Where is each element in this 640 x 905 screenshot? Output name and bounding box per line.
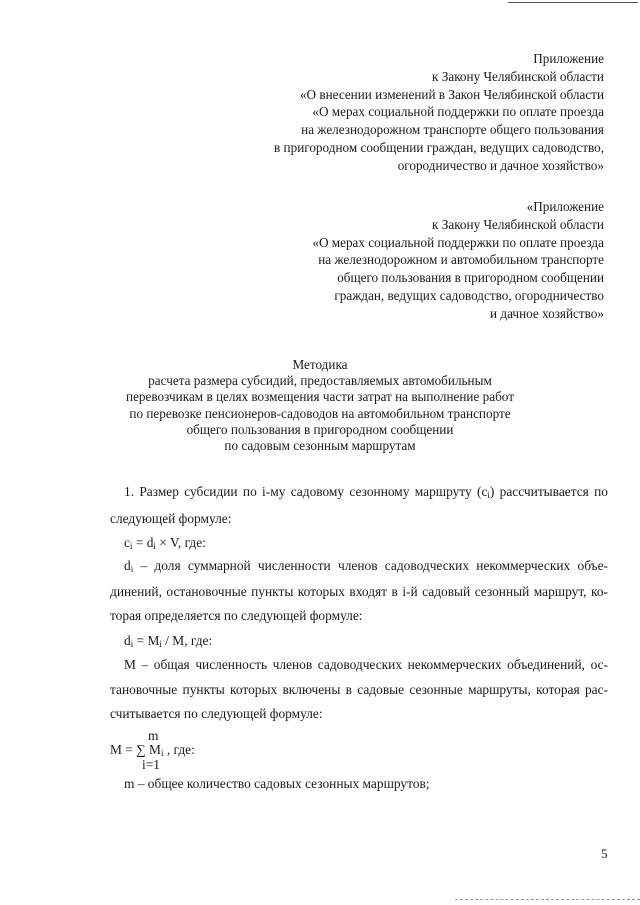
appendix-header-line: к Закону Челябинской области bbox=[432, 68, 604, 84]
paragraph-1-line-1: 1. Размер субсидии по i-му садовому сезонному маршруту $(c_i)$ рассчитывается по bbox=[124, 484, 608, 500]
appendix-header-line: огородничество и дачное хозяйство» bbox=[397, 157, 604, 173]
di-definition-line-3: торая определяется по следующей формуле: bbox=[110, 608, 363, 623]
top-rule bbox=[508, 2, 638, 3]
appendix-quote-line: граждан, ведущих садоводство, огородничество bbox=[334, 287, 604, 303]
methodology-title-line: расчета размера субсидий, предоставляемых автомобильным bbox=[148, 373, 492, 389]
appendix-quote-line: и дачное хозяйство» bbox=[490, 305, 604, 321]
page-number: 5 bbox=[601, 846, 608, 861]
paragraph-1-line-2: следующей формуле: bbox=[110, 511, 232, 526]
appendix-header bbox=[274, 50, 604, 175]
appendix-header-line: в пригородном сообщении граждан, ведущих садоводство, bbox=[274, 139, 604, 155]
appendix-quote-line: на железнодорожном и автомобильном транспорте bbox=[318, 252, 604, 268]
methodology-title-line: по перевозке пенсионеров-садоводов на автомобильном транспорте bbox=[129, 405, 511, 421]
bottom-scan-marks bbox=[455, 899, 640, 901]
appendix-header-line: «О мерах социальной поддержки по оплате проезда bbox=[312, 104, 604, 120]
di-definition-line-1: $d_i$ – доля суммарной численности членов садоводческих некоммерческих объе- bbox=[124, 558, 608, 574]
appendix-quote bbox=[312, 198, 604, 323]
appendix-quote-line: «О мерах социальной поддержки по оплате проезда bbox=[312, 234, 604, 250]
m-definition-line-3: считывается по следующей формуле: bbox=[110, 706, 323, 721]
sum-upper-limit: m bbox=[148, 728, 159, 743]
formula-di: $d_i = M_i / M$, где: bbox=[124, 633, 213, 649]
m-definition-line-2: тановочные пункты которых включены в садовые сезонные маршруты, которая рас- bbox=[110, 682, 608, 697]
m-definition-line-1: M – общая численность членов садоводческих некоммерческих объединений, ос- bbox=[124, 657, 608, 672]
methodology-title-line: общего пользования в пригородном сообщении bbox=[186, 421, 454, 437]
appendix-header-line: на железнодорожном транспорте общего пользования bbox=[301, 122, 604, 138]
m-count-definition: m – общее количество садовых сезонных маршрутов; bbox=[124, 776, 430, 791]
appendix-quote-line: к Закону Челябинской области bbox=[432, 216, 604, 232]
appendix-header-line: Приложение bbox=[533, 51, 604, 66]
appendix-quote-line: общего пользования в пригородном сообщении bbox=[337, 270, 604, 286]
formula-sum: M = ∑ $M_i$ , где: bbox=[110, 742, 195, 758]
di-definition-line-2: динений, остановочные пункты которых входят в i-й садовый сезонный маршрут, ко- bbox=[110, 584, 608, 599]
sum-lower-limit: i=1 bbox=[142, 757, 160, 772]
methodology-title bbox=[0, 357, 640, 454]
methodology-title-line: перевозчикам в целях возмещения части затрат на выполнение работ bbox=[126, 389, 514, 405]
appendix-quote-line: «Приложение bbox=[526, 199, 604, 214]
methodology-title-line: по садовым сезонным маршрутам bbox=[224, 438, 416, 454]
appendix-header-line: «О внесении изменений в Закон Челябинской области bbox=[299, 86, 604, 102]
formula-ci: $c_i = d_i \times V$, где: bbox=[124, 535, 206, 551]
methodology-title-line: Методика bbox=[292, 357, 348, 372]
